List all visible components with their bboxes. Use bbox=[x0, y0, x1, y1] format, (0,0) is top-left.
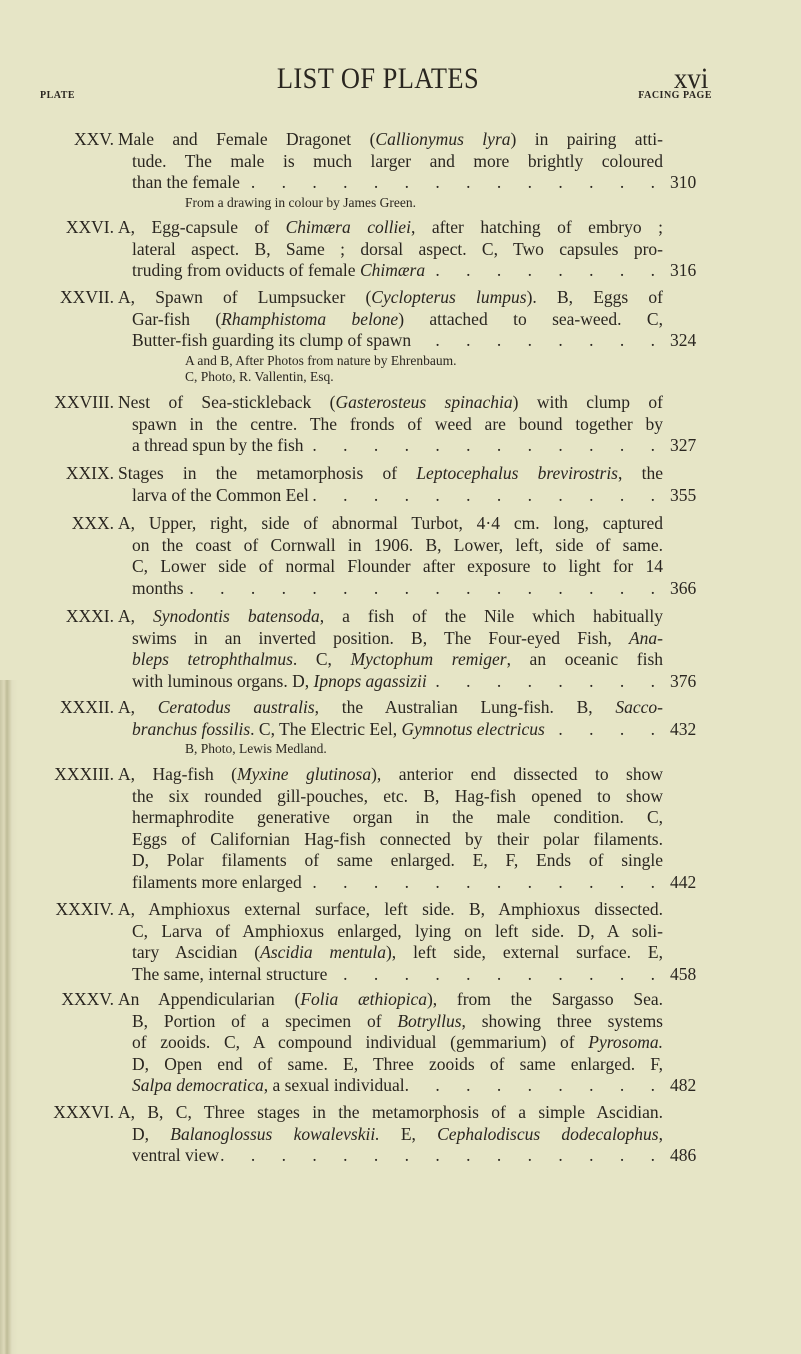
column-heading-facing-page: FACING PAGE bbox=[638, 90, 712, 101]
plate-number: XXXIII. bbox=[54, 764, 114, 784]
facing-page-number: 316 bbox=[670, 260, 697, 280]
plate-description-line: Salpa democratica, a sexual individual . . . bbox=[132, 1075, 663, 1097]
plate-description-line: tary Ascidian (Ascidia mentula), left side, external surface. E, bbox=[132, 942, 663, 962]
dot-leader bbox=[411, 330, 663, 352]
plate-description-line: Gar-fish (Rhamphistoma belone) attached to sea-weed. C, bbox=[132, 308, 663, 329]
dot-leader bbox=[425, 260, 663, 282]
plate-description-line: with luminous organs. D, Ipnops agassizii . . . bbox=[132, 671, 663, 693]
plate-description-line: truding from oviducts of female Chimæra . . . bbox=[132, 260, 663, 282]
plate-description-line: months . . . bbox=[132, 578, 663, 600]
plate-description-line: filaments more enlarged . . . bbox=[132, 872, 663, 894]
plate-description-line: D, Polar filaments of same enlarged. E, F, Ends of single bbox=[132, 850, 663, 870]
plate-number: XXXV. bbox=[61, 989, 114, 1009]
plate-description-line: swims in an inverted position. B, The Four-eyed Fish, Ana- bbox=[132, 627, 663, 648]
facing-page-number: 355 bbox=[670, 484, 697, 505]
dot-leader bbox=[309, 485, 663, 507]
facing-page-number: 432 bbox=[670, 718, 697, 739]
plate-description-line: A, Synodontis batensoda, a fish of the Nile which habitually bbox=[118, 606, 663, 626]
plate-number: XXIX. bbox=[65, 463, 114, 483]
plate-description-line: A, Upper, right, side of abnormal Turbot, 4·4 cm. long, captured bbox=[118, 513, 663, 533]
plate-description-line: tude. The male is much larger and more brightly coloured bbox=[132, 150, 663, 171]
facing-page-number: 486 bbox=[670, 1145, 697, 1165]
plate-description-line: a thread spun by the fish . . . bbox=[132, 435, 663, 457]
plate-description-line: The same, internal structure . . . bbox=[132, 964, 663, 986]
plate-description-line: on the coast of Cornwall in 1906. B, Lower, left, side of same. bbox=[132, 534, 663, 555]
facing-page-number: 310 bbox=[670, 172, 697, 192]
plate-description-line: A, Spawn of Lumpsucker (Cyclopterus lumpus). B, Eggs of bbox=[118, 287, 663, 307]
facing-page-number: 442 bbox=[670, 871, 697, 892]
plate-number: XXVII. bbox=[60, 287, 114, 307]
dot-leader bbox=[427, 671, 663, 693]
plate-description-line: spawn in the centre. The fronds of weed are bound together by bbox=[132, 413, 663, 434]
plate-description-line: ventral view . . . bbox=[132, 1145, 663, 1167]
plate-number: XXX. bbox=[71, 513, 114, 533]
plate-description-line: A, Amphioxus external surface, left side. B, Amphioxus dissected. bbox=[118, 899, 663, 919]
plate-description-line: lateral aspect. B, Same ; dorsal aspect. C, Two capsules pro- bbox=[132, 238, 663, 259]
plate-number: XXXII. bbox=[60, 697, 114, 717]
plate-description-line: C, Larva of Amphioxus enlarged, lying on left side. D, A soli- bbox=[132, 920, 663, 941]
plate-credit-note: B, Photo, Lewis Medland. bbox=[185, 741, 327, 756]
plate-description-line: B, Portion of a specimen of Botryllus, showing three systems bbox=[132, 1010, 663, 1031]
plate-description-line: A, Ceratodus australis, the Australian Lung-fish. B, Sacco- bbox=[118, 697, 663, 717]
plate-description-line: An Appendicularian (Folia æthiopica), from the Sargasso Sea. bbox=[118, 989, 663, 1009]
plate-description-line: D, Balanoglossus kowalevskii. E, Cephalodiscus dodecalophus, bbox=[132, 1123, 663, 1144]
facing-page-number: 458 bbox=[670, 963, 697, 984]
plate-description-line: of zooids. C, A compound individual (gemmarium) of Pyrosoma. bbox=[132, 1032, 663, 1052]
plate-number: XXVIII. bbox=[54, 392, 114, 412]
dot-leader bbox=[304, 435, 663, 457]
plate-description-line: larva of the Common Eel . . . bbox=[132, 485, 663, 507]
plate-description-line: D, Open end of same. E, Three zooids of same enlarged. F, bbox=[132, 1053, 663, 1074]
book-binding-shadow bbox=[0, 680, 18, 1354]
plate-description-line: A, Hag-fish (Myxine glutinosa), anterior end dissected to show bbox=[118, 764, 663, 784]
facing-page-number: 366 bbox=[670, 577, 697, 598]
plate-description-line: branchus fossilis. C, The Electric Eel, Gymnotus electricus . . . bbox=[132, 719, 663, 741]
dot-leader bbox=[219, 1145, 663, 1167]
plate-description-line: A, Egg-capsule of Chimæra colliei, after hatching of embryo ; bbox=[118, 217, 663, 237]
plate-description-line: than the female . . . bbox=[132, 172, 663, 194]
dot-leader bbox=[302, 872, 663, 894]
plate-description-line: A, B, C, Three stages in the metamorphosis of a simple Ascidian. bbox=[118, 1102, 663, 1122]
plate-description-line: Nest of Sea-stickleback (Gasterosteus spinachia) with clump of bbox=[118, 392, 663, 412]
plate-description-line: Eggs of Californian Hag-fish connected by their polar filaments. bbox=[132, 828, 663, 849]
plate-description-line: Stages in the metamorphosis of Leptocephalus brevirostris, the bbox=[118, 463, 663, 483]
plate-number: XXV. bbox=[73, 129, 114, 149]
plate-description-line: Male and Female Dragonet (Callionymus lyra) in pairing atti- bbox=[118, 129, 663, 149]
facing-page-number: 482 bbox=[670, 1075, 697, 1095]
plate-number: XXXIV. bbox=[55, 899, 114, 919]
page-folio: xvi bbox=[673, 62, 709, 95]
facing-page-number: 327 bbox=[670, 435, 697, 455]
plate-description-line: hermaphrodite generative organ in the male condition. C, bbox=[132, 807, 663, 827]
plate-number: XXXVI. bbox=[53, 1102, 114, 1122]
plate-number: XXVI. bbox=[65, 217, 114, 237]
dot-leader bbox=[545, 719, 663, 741]
plate-description-line: the six rounded gill-pouches, etc. B, Hag-fish opened to show bbox=[132, 785, 663, 806]
plate-number: XXXI. bbox=[65, 606, 114, 626]
facing-page-number: 376 bbox=[670, 670, 697, 691]
plate-description-line: C, Lower side of normal Flounder after exposure to light for 14 bbox=[132, 556, 663, 576]
dot-leader bbox=[240, 172, 663, 194]
page-title: LIST OF PLATES bbox=[276, 62, 480, 95]
facing-page-number: 324 bbox=[670, 330, 697, 350]
column-heading-plate: PLATE bbox=[40, 90, 76, 101]
dot-leader bbox=[184, 578, 663, 600]
plate-credit-note: From a drawing in colour by James Green. bbox=[185, 194, 416, 210]
dot-leader bbox=[405, 1075, 663, 1097]
plate-description-line: bleps tetrophthalmus. C, Myctophum remiger, an oceanic fish bbox=[132, 649, 663, 669]
plate-credit-note: C, Photo, R. Vallentin, Esq. bbox=[185, 368, 334, 384]
plate-description-line: Butter-fish guarding its clump of spawn . . . bbox=[132, 330, 663, 352]
plate-credit-note: A and B, After Photos from nature by Ehrenbaum. bbox=[185, 352, 457, 368]
dot-leader bbox=[327, 964, 663, 986]
